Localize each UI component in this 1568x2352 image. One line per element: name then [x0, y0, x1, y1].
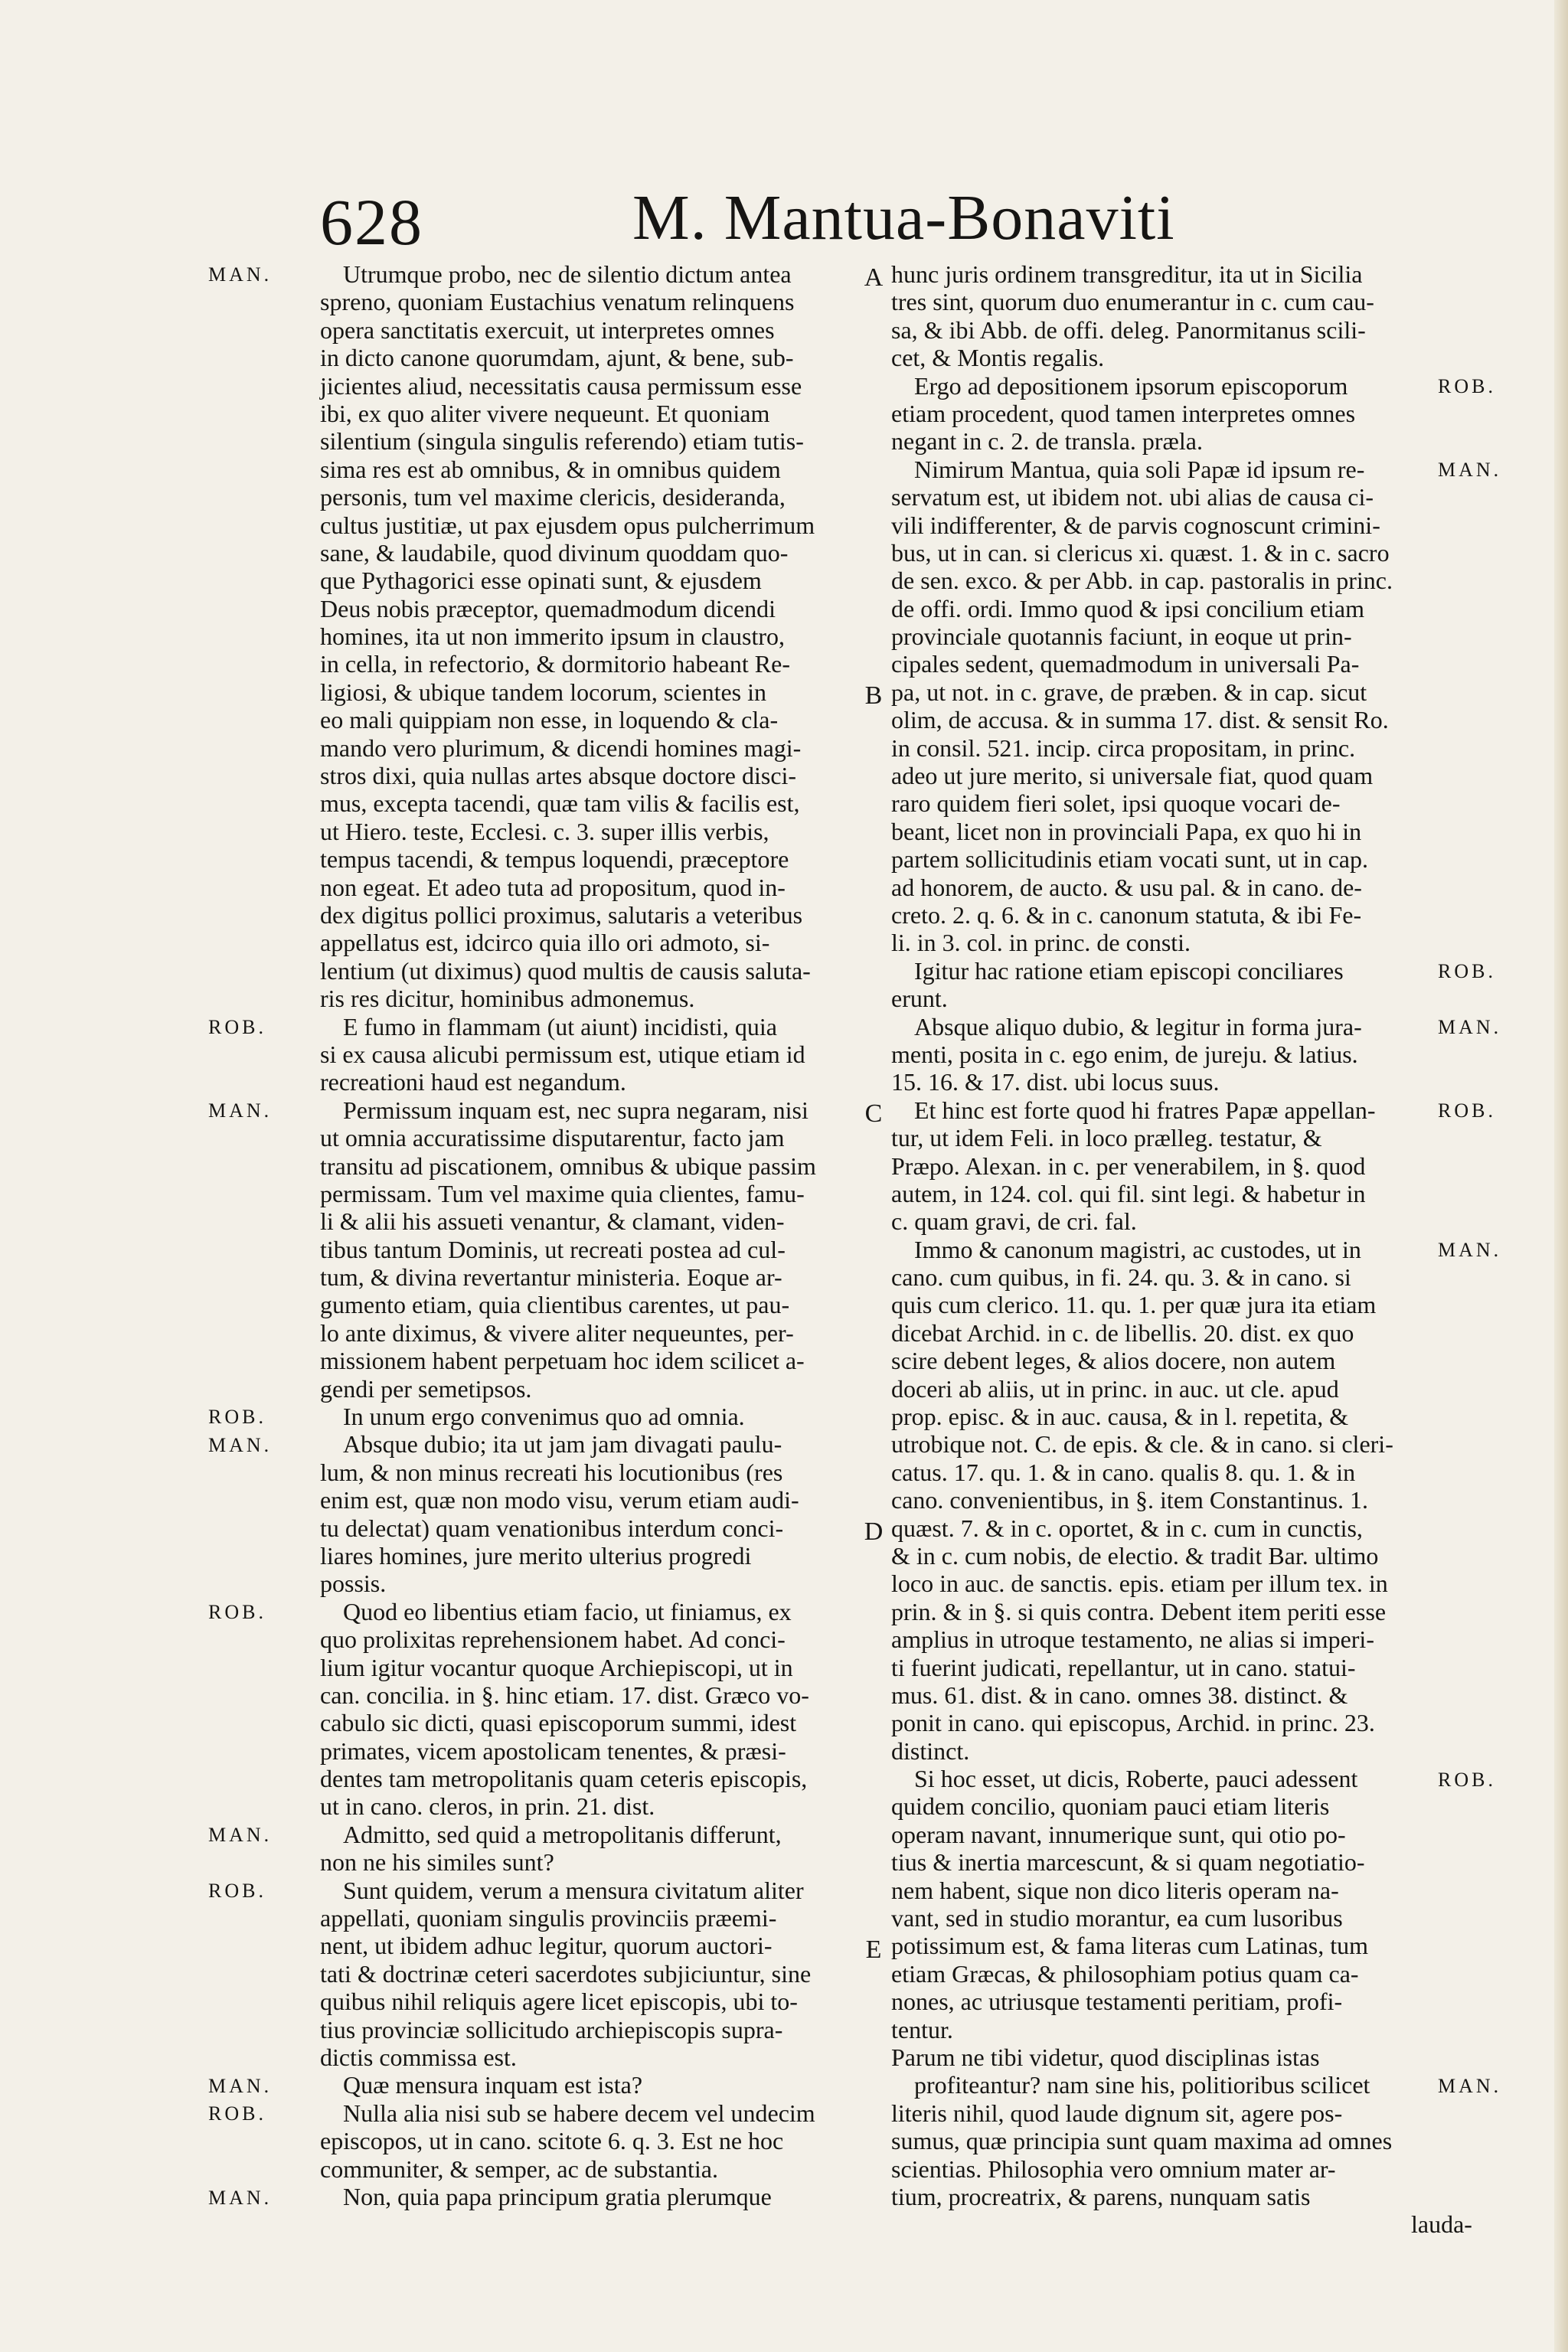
right-column-line: autem, in 124. col. qui fil. sint legi. & habetur in — [891, 1179, 1366, 1207]
right-column-line: sumus, quæ principia sunt quam maxima ad omnes — [891, 2127, 1393, 2155]
speaker-label: ROB. — [208, 1880, 266, 1903]
left-column-line: In unum ergo convenimus quo ad omnia. — [343, 1403, 745, 1431]
section-marker: B — [864, 681, 883, 710]
left-column-line: cultus justitiæ, ut pax ejusdem opus pulcherrimum — [320, 511, 815, 539]
left-column-line: tempus tacendi, & tempus loquendi, præceptore — [320, 845, 789, 874]
left-column-line: in cella, in refectorio, & dormitorio habeant Re- — [320, 650, 790, 678]
right-column-line: Ergo ad depositionem ipsorum episcoporum — [914, 371, 1348, 400]
right-column-line: sa, & ibi Abb. de offi. deleg. Panormitanus scili- — [891, 315, 1366, 344]
left-column-line: dictis commissa est. — [320, 2043, 517, 2071]
left-column-line: opera sanctitatis exercuit, ut interpretes omnes — [320, 315, 775, 344]
left-column-line: sima res est ab omnibus, & in omnibus quidem — [320, 455, 781, 483]
right-column-line: Immo & canonum magistri, ac custodes, ut in — [914, 1235, 1361, 1263]
left-column-line: homines, ita ut non immerito ipsum in claustro, — [320, 622, 786, 651]
speaker-label: ROB. — [1438, 1768, 1496, 1791]
right-column-line: 15. 16. & 17. dist. ubi locus suus. — [891, 1068, 1220, 1096]
right-column-line: scire debent leges, & alios docere, non autem — [891, 1347, 1336, 1375]
left-column-line: ris res dicitur, hominibus admonemus. — [320, 985, 695, 1013]
left-column-line: quo prolixitas reprehensionem habet. Ad conci- — [320, 1625, 786, 1654]
left-column-line: Absque dubio; ita ut jam jam divagati paulu- — [343, 1430, 782, 1459]
left-column-line: missionem habent perpetuam hoc idem scilicet a- — [320, 1347, 805, 1375]
left-column-line: ut omnia accuratissime disputarentur, facto jam — [320, 1124, 785, 1152]
left-column-line: gumento etiam, quia clientibus carentes, ut pau- — [320, 1291, 790, 1319]
right-column-line: mus. 61. dist. & in cano. omnes 38. distinct. & — [891, 1681, 1348, 1709]
left-column-line: sane, & laudabile, quod divinum quoddam quo- — [320, 538, 789, 567]
left-column-line: tum, & divina revertantur ministeria. Eoque ar- — [320, 1263, 782, 1292]
left-column-line: mus, excepta tacendi, quæ tam vilis & facilis est, — [320, 789, 800, 818]
right-column-line: in consil. 521. incip. circa propositam, in princ. — [891, 733, 1356, 762]
left-column-line: li & alii his assueti venantur, & clamant, viden- — [320, 1207, 785, 1236]
left-column-line: recreationi haud est negandum. — [320, 1068, 626, 1096]
section-marker: C — [864, 1099, 883, 1128]
left-column-line: tius provinciæ sollicitudo archiepiscopis supra- — [320, 2015, 783, 2043]
left-column-line: stros dixi, quia nullas artes absque doctore disci- — [320, 762, 797, 790]
right-column-line: quidem concilio, quoniam pauci etiam literis — [891, 1792, 1330, 1821]
left-column-line: dentes tam metropolitanis quam ceteris episcopis, — [320, 1765, 808, 1793]
right-column-line: Et hinc est forte quod hi fratres Papæ appellan- — [914, 1096, 1376, 1124]
right-column-line: Si hoc esset, ut dicis, Roberte, pauci adessent — [914, 1765, 1358, 1793]
right-column-line: tur, ut idem Feli. in loco prælleg. testatur, & — [891, 1124, 1322, 1152]
left-column-line: si ex causa alicubi permissum est, utique etiam id — [320, 1040, 805, 1068]
left-column-line: in dicto canone quorumdam, ajunt, & bene, sub- — [320, 344, 794, 372]
right-column-line: quæst. 7. & in c. oportet, & in c. cum in cunctis, — [891, 1514, 1363, 1542]
right-column-line: partem sollicitudinis etiam vocati sunt, ut in cap. — [891, 845, 1368, 874]
right-column-line: potissimum est, & fama literas cum Latinas, tum — [891, 1932, 1368, 1960]
right-column-line: dicebat Archid. in c. de libellis. 20. dist. ex quo — [891, 1318, 1354, 1347]
right-column-line: c. quam gravi, de cri. fal. — [891, 1207, 1137, 1236]
speaker-label: ROB. — [1438, 960, 1496, 982]
left-column-line: appellatus est, idcirco quia illo ori admoto, si- — [320, 929, 770, 957]
speaker-label: MAN. — [208, 263, 273, 286]
right-column-line: Parum ne tibi videtur, quod disciplinas istas — [891, 2043, 1320, 2071]
right-column-line: vili indifferenter, & de parvis cognoscunt crimini- — [891, 511, 1380, 539]
speaker-label: MAN. — [208, 2186, 273, 2209]
right-column-line: Igitur hac ratione etiam episcopi conciliares — [914, 956, 1344, 985]
right-column-line: ad honorem, de aucto. & usu pal. & in cano. de- — [891, 873, 1362, 901]
right-column-line: bus, ut in can. si clericus xi. quæst. 1. & in c. sacro — [891, 538, 1390, 567]
left-column-line: eo mali quippiam non esse, in loquendo & cla- — [320, 706, 779, 734]
right-column-line: operam navant, innumerique sunt, qui otio po- — [891, 1820, 1346, 1848]
right-column-line: tium, procreatrix, & parens, nunquam satis — [891, 2182, 1311, 2210]
left-column-line: ut Hiero. teste, Ecclesi. c. 3. super illis verbis, — [320, 817, 769, 845]
right-column-line: nones, ac utriusque testamenti peritiam, profi- — [891, 1988, 1343, 2016]
left-column-line: primates, vicem apostolicam tenentes, & præsi- — [320, 1736, 786, 1765]
right-column-line: creto. 2. q. 6. & in c. canonum statuta, & ibi Fe- — [891, 900, 1362, 929]
section-marker: D — [864, 1517, 884, 1546]
right-column-line: tres sint, quorum duo enumerantur in c. cum cau- — [891, 288, 1374, 316]
left-column-line: ibi, ex quo aliter vivere nequeunt. Et quoniam — [320, 399, 770, 427]
left-column-line: lentium (ut diximus) quod multis de causis saluta- — [320, 956, 811, 985]
left-column-line: Sunt quidem, verum a mensura civitatum aliter — [343, 1876, 804, 1904]
speaker-label: ROB. — [208, 1015, 266, 1038]
right-column-line: loco in auc. de sanctis. epis. etiam per illum tex. in — [891, 1570, 1388, 1598]
right-column-line: catus. 17. qu. 1. & in cano. qualis 8. qu. 1. & in — [891, 1458, 1356, 1486]
left-column-line: Permissum inquam est, nec supra negaram, nisi — [343, 1096, 808, 1124]
right-column-line: distinct. — [891, 1736, 970, 1765]
left-column-line: enim est, quæ non modo visu, verum etiam audi- — [320, 1486, 799, 1514]
speaker-label: MAN. — [208, 1824, 273, 1847]
right-column-line: de sen. exco. & per Abb. in cap. pastoralis in princ. — [891, 567, 1393, 595]
speaker-label: MAN. — [1438, 2075, 1502, 2097]
right-column-line: hunc juris ordinem transgreditur, ita ut in Sicilia — [891, 260, 1363, 288]
left-column-line: cabulo sic dicti, quasi episcoporum summi, idest — [320, 1709, 797, 1737]
left-column-line: lo ante diximus, & vivere aliter nequeuntes, per- — [320, 1318, 794, 1347]
speaker-label: ROB. — [1438, 1099, 1496, 1122]
speaker-label: ROB. — [208, 2102, 266, 2125]
right-column-line: erunt. — [891, 985, 948, 1013]
left-column-line: appellati, quoniam singulis provinciis præemi- — [320, 1904, 777, 1932]
running-title: M. Mantua-Bonaviti — [632, 182, 1175, 253]
page-number: 628 — [320, 185, 423, 259]
right-column-line: etiam procedent, quod tamen interpretes omnes — [891, 399, 1356, 427]
right-column-line: scientias. Philosophia vero omnium mater ar- — [891, 2154, 1336, 2183]
right-column-line: tentur. — [891, 2015, 953, 2043]
right-column-line: quis cum clerico. 11. qu. 1. per quæ jura ita etiam — [891, 1291, 1377, 1319]
speaker-label: MAN. — [1438, 1239, 1502, 1261]
right-column-line: servatum est, ut ibidem not. ubi alias de causa ci- — [891, 483, 1374, 511]
page-edge — [1554, 0, 1568, 2352]
left-column-line: Admitto, sed quid a metropolitanis differunt, — [343, 1820, 782, 1848]
left-column-line: Deus nobis præceptor, quemadmodum dicendi — [320, 594, 776, 622]
right-column-line: ponit in cano. qui episcopus, Archid. in princ. 23. — [891, 1709, 1375, 1737]
right-column-line: etiam Græcas, & philosophiam potius quam ca- — [891, 1959, 1359, 1988]
right-column-line: & in c. cum nobis, de electio. & tradit Bar. ultimo — [891, 1541, 1379, 1570]
speaker-label: ROB. — [208, 1406, 266, 1429]
left-column-line: liares homines, jure merito ulterius progredi — [320, 1541, 752, 1570]
left-column-line: Quæ mensura inquam est ista? — [343, 2071, 643, 2099]
right-column-line: amplius in utroque testamento, ne alias si imperi- — [891, 1625, 1374, 1654]
left-column-line: nent, ut ibidem adhuc legitur, quorum auctori- — [320, 1932, 773, 1960]
left-column-line: Quod eo libentius etiam facio, ut finiamus, ex — [343, 1597, 792, 1625]
left-column-line: quibus nihil reliquis agere licet episcopis, ubi to- — [320, 1988, 798, 2016]
left-column-line: lum, & non minus recreati his locutionibus (res — [320, 1458, 783, 1486]
right-column-line: prin. & in §. si quis contra. Debent item periti esse — [891, 1597, 1387, 1625]
right-column-line: tius & inertia marcescunt, & si quam negotiatio- — [891, 1848, 1365, 1877]
left-column-line: jicientes aliud, necessitatis causa permissum esse — [320, 371, 802, 400]
left-column-line: permissam. Tum vel maxime quia clientes, famu- — [320, 1179, 805, 1207]
left-column-line: Nulla alia nisi sub se habere decem vel undecim — [343, 2099, 815, 2127]
right-column-line: de offi. ordi. Immo quod & ipsi concilium etiam — [891, 594, 1364, 622]
speaker-label: MAN. — [208, 2075, 273, 2097]
left-column-line: transitu ad piscationem, omnibus & ubique passim — [320, 1152, 816, 1180]
right-column-line: doceri ab aliis, ut in princ. in auc. ut cle. apud — [891, 1374, 1339, 1403]
right-column-line: cipales sedent, quemadmodum in universali Pa- — [891, 650, 1360, 678]
left-column-line: dex digitus pollici proximus, salutaris a veteribus — [320, 900, 803, 929]
right-column-line: profiteantur? nam sine his, politioribus scilicet — [914, 2071, 1370, 2099]
speaker-label: MAN. — [208, 1099, 273, 1122]
left-column-line: non ne his similes sunt? — [320, 1848, 554, 1877]
right-column-line: Præpo. Alexan. in c. per venerabilem, in §. quod — [891, 1152, 1366, 1180]
left-column-line: mando vero plurimum, & dicendi homines magi- — [320, 733, 802, 762]
right-column-line: cet, & Montis regalis. — [891, 344, 1105, 372]
right-column-line: nem habent, sique non dico literis operam na- — [891, 1876, 1339, 1904]
left-column-line: non egeat. Et adeo tuta ad propositum, quod in- — [320, 873, 786, 901]
section-marker: E — [865, 1936, 882, 1964]
speaker-label: ROB. — [208, 1601, 266, 1624]
left-column-line: episcopos, ut in cano. scitote 6. q. 3. Est ne hoc — [320, 2127, 784, 2155]
right-column-line: menti, posita in c. ego enim, de jureju. & latius. — [891, 1040, 1358, 1068]
right-column-line: raro quidem fieri solet, ipsi quoque vocari de- — [891, 789, 1341, 818]
left-column-line: silentium (singula singulis referendo) etiam tutis- — [320, 427, 804, 456]
right-column-line: cano. convenientibus, in §. item Constantinus. 1. — [891, 1486, 1369, 1514]
right-column-line: provinciale quotannis faciunt, in eoque ut prin- — [891, 622, 1352, 651]
right-column-line: utrobique not. C. de epis. & cle. & in cano. si cleri- — [891, 1430, 1393, 1459]
right-column-line: ti fuerint judicati, repellantur, ut in cano. statui- — [891, 1653, 1356, 1681]
left-column-line: personis, tum vel maxime clericis, desideranda, — [320, 483, 786, 511]
right-column-line: Nimirum Mantua, quia soli Papæ id ipsum re- — [914, 455, 1365, 483]
right-column-line: olim, de accusa. & in summa 17. dist. & sensit Ro. — [891, 706, 1389, 734]
left-column-line: Utrumque probo, nec de silentio dictum antea — [343, 260, 792, 288]
speaker-label: MAN. — [1438, 1015, 1502, 1038]
left-column-line: Non, quia papa principum gratia plerumque — [343, 2182, 772, 2210]
speaker-label: MAN. — [1438, 458, 1502, 481]
left-column-line: possis. — [320, 1570, 387, 1598]
left-column-line: ut in cano. cleros, in prin. 21. dist. — [320, 1792, 655, 1821]
right-column-line: literis nihil, quod laude dignum sit, agere pos- — [891, 2099, 1343, 2127]
right-text-column — [891, 260, 1472, 2239]
left-column-line: gendi per semetipsos. — [320, 1374, 532, 1403]
speaker-label: MAN. — [208, 1433, 273, 1456]
left-column-line: tu delectat) quam venationibus interdum conci- — [320, 1514, 784, 1542]
left-column-line: spreno, quoniam Eustachius venatum relinquens — [320, 288, 795, 316]
left-column-line: tibus tantum Dominis, ut recreati postea ad cul- — [320, 1235, 786, 1263]
left-column-line: lium igitur vocantur quoque Archiepiscopi, ut in — [320, 1653, 793, 1681]
right-column-line: li. in 3. col. in princ. de consti. — [891, 929, 1191, 957]
right-column-line: adeo ut jure merito, si universale fiat, quod quam — [891, 762, 1374, 790]
right-column-line: pa, ut not. in c. grave, de præben. & in cap. sicut — [891, 678, 1367, 706]
right-column-line: vant, sed in studio morantur, ea cum lusoribus — [891, 1904, 1343, 1932]
right-column-line: prop. episc. & in auc. causa, & in l. repetita, & — [891, 1403, 1349, 1431]
right-column-line: negant in c. 2. de transla. præla. — [891, 427, 1203, 456]
right-column-line: lauda- — [1411, 2210, 1472, 2239]
left-column-line: can. concilia. in §. hinc etiam. 17. dist. Græco vo- — [320, 1681, 809, 1709]
left-column-line: ligiosi, & ubique tandem locorum, scientes in — [320, 678, 767, 706]
right-column-line: Absque aliquo dubio, & legitur in forma jura- — [914, 1012, 1362, 1040]
right-column-line: cano. cum quibus, in fi. 24. qu. 3. & in cano. si — [891, 1263, 1351, 1292]
left-column-line: que Pythagorici esse opinati sunt, & ejusdem — [320, 567, 762, 595]
section-marker: A — [864, 263, 884, 292]
speaker-label: ROB. — [1438, 374, 1496, 397]
left-column-line: E fumo in flammam (ut aiunt) incidisti, quia — [343, 1012, 777, 1040]
left-text-column — [320, 260, 852, 2210]
left-column-line: communiter, & semper, ac de substantia. — [320, 2154, 718, 2183]
right-column-line: beant, licet non in provinciali Papa, ex quo hi in — [891, 817, 1362, 845]
left-column-line: tati & doctrinæ ceteri sacerdotes subjiciuntur, sine — [320, 1959, 812, 1988]
